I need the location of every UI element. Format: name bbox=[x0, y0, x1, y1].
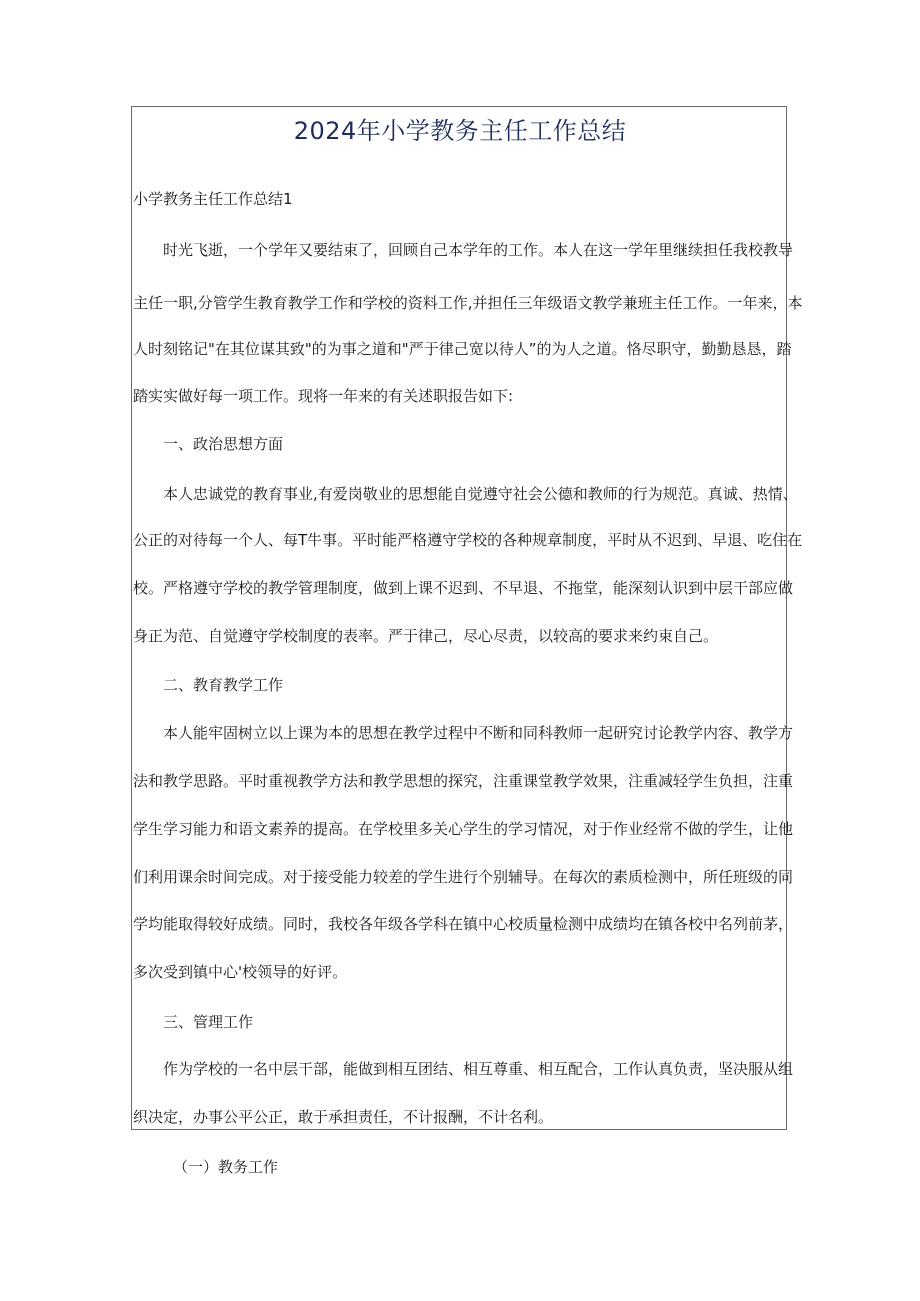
intro-line-4: 踏实实做好每一项工作。现将一年来的有关述职报告如下: bbox=[133, 387, 514, 405]
document-title: 2024年小学教务主任工作总结 bbox=[293, 117, 627, 145]
intro-line-2: 主任一职,分管学生教育教学工作和学校的资料工作,并担任三年级语文教学兼班主任工作。一年来，本 bbox=[133, 294, 803, 312]
teaching-line-1: 本人能牢固树立以上课为本的思想在教学过程中不断和同科教师一起研究讨论教学内容、教学方 bbox=[163, 724, 794, 742]
document-subtitle: 小学教务主任工作总结1 bbox=[133, 190, 293, 208]
management-line-2: 织决定，办事公平公正，敢于承担责任，不计报酬，不计名利。 bbox=[133, 1108, 554, 1126]
intro-line-1: 时光飞逝，一个学年又要结束了，回顾自己本学年的工作。本人在这一学年里继续担任我校教导 bbox=[163, 241, 794, 259]
teaching-line-6: 多次受到镇中心'校领导的好评。 bbox=[133, 963, 348, 981]
subsection-heading-academic-affairs: （一）教务工作 bbox=[173, 1158, 279, 1176]
section-heading-politics: 一、政治思想方面 bbox=[163, 435, 284, 453]
teaching-line-2: 法和教学思路。平时重视教学方法和教学思想的探究，注重课堂教学效果，注重减轻学生负担，注重 bbox=[133, 772, 794, 790]
teaching-line-5: 学均能取得较好成绩。同时，我校各年级各学科在镇中心校质量检测中成绩均在镇各校中名列前茅， bbox=[133, 915, 794, 933]
section-heading-management: 三、管理工作 bbox=[163, 1013, 254, 1031]
politics-line-4: 身正为范、自觉遵守学校制度的表率。严于律己，尽心尽责，以较高的要求来约束自己。 bbox=[133, 627, 719, 645]
section-heading-teaching: 二、教育教学工作 bbox=[163, 676, 284, 694]
management-line-1: 作为学校的一名中层干部，能做到相互团结、相互尊重、相互配合，工作认真负责，坚决服从组 bbox=[163, 1060, 794, 1078]
teaching-line-3: 学生学习能力和语文素养的提高。在学校里多关心学生的学习情况，对于作业经常不做的学生，让他 bbox=[133, 820, 794, 838]
teaching-line-4: 们利用课余时间完成。对于接受能力较差的学生进行个别辅导。在每次的素质检测中，所任班级的同 bbox=[133, 868, 794, 886]
politics-line-1: 本人忠诚党的教育事业,有爱岗敬业的思想能自觉遵守社会公德和教师的行为规范。真诚、热情、 bbox=[163, 485, 798, 503]
politics-line-3: 校。严格遵守学校的教学管理制度，做到上课不迟到、不早退、不拖堂，能深刻认识到中层干部应做 bbox=[133, 579, 794, 597]
intro-line-3: 人时刻铭记"在其位谋其致"的为事之道和"严于律己宽以待人”的为人之道。恪尽职守，勤勤恳恳，踏 bbox=[133, 340, 792, 358]
politics-line-2: 公正的对待每一个人、每T牛事。平时能严格遵守学校的各种规章制度，平时从不迟到、早退、吃住在 bbox=[133, 531, 803, 549]
